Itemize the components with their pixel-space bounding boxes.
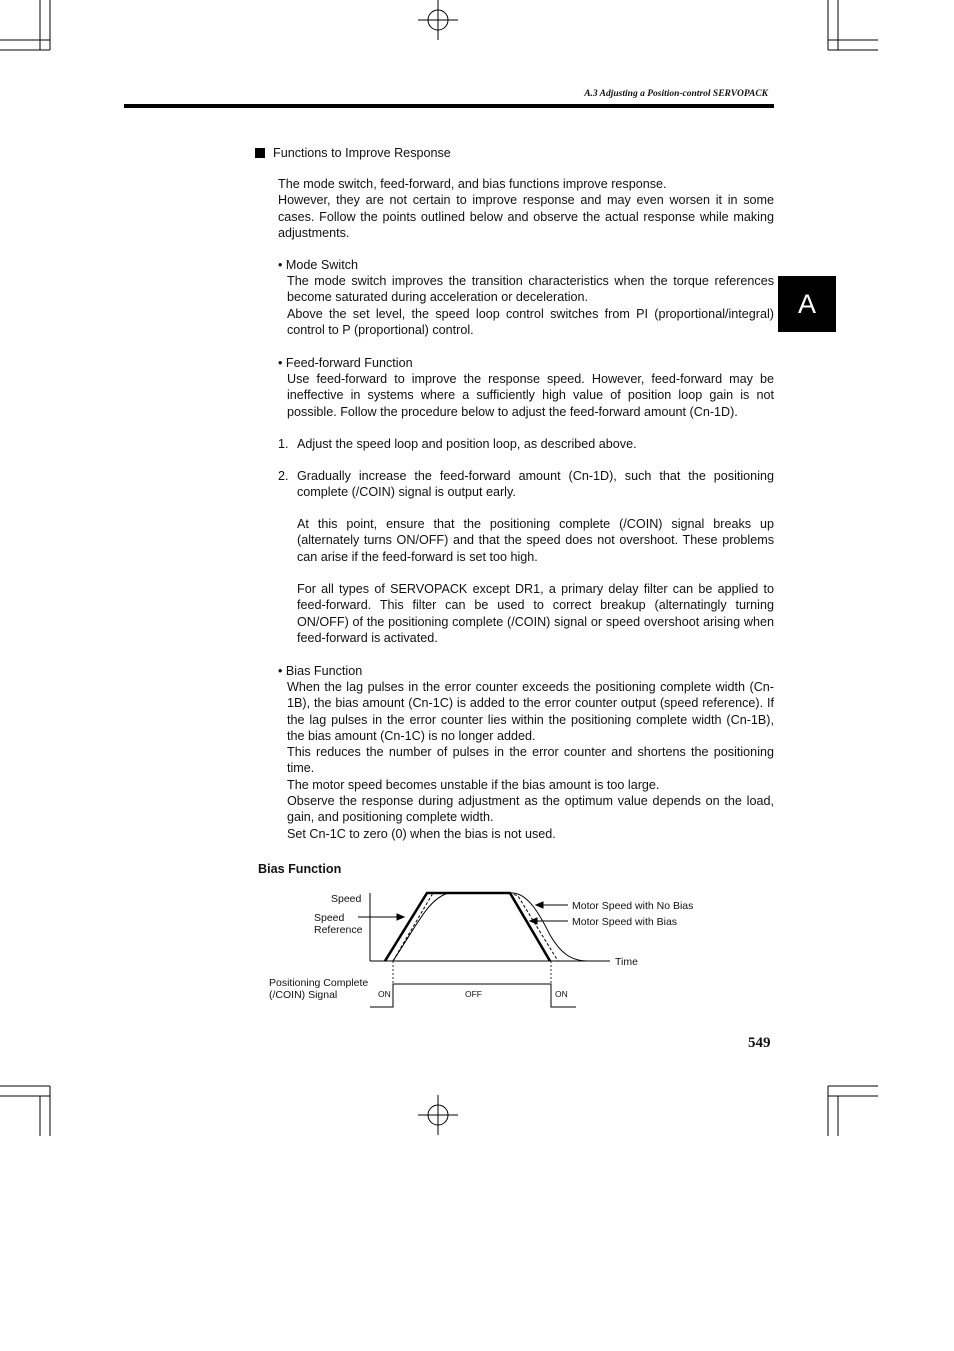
label-coin-2: (/COIN) Signal bbox=[269, 989, 338, 1001]
page-number: 549 bbox=[748, 1035, 771, 1051]
bias-line-2: This reduces the number of pulses in the error counter and shortens the positioning time. bbox=[287, 745, 774, 776]
speed-reference-curve bbox=[385, 893, 550, 961]
figure-title: Bias Function bbox=[258, 862, 342, 876]
arrow-icon bbox=[397, 914, 404, 920]
bias-line-1: When the lag pulses in the error counter exceeds the positioning complete width (Cn-1B), the bias amount (Cn-1C) is added to the error counter output (speed reference). If the lag pulses in the error counter lies within the positioning complete width (Cn-1B), the bias amount (Cn-1C) is no longer added. bbox=[287, 680, 774, 743]
mode-switch-line-1: The mode switch improves the transition characteristics when the torque references become saturated during acceleration or deceleration. bbox=[287, 274, 774, 305]
arrow-icon bbox=[536, 902, 543, 908]
arrow-icon bbox=[530, 918, 537, 924]
bias-line-3: The motor speed becomes unstable if the bias amount is too large. bbox=[287, 777, 660, 792]
bias-line-4: Observe the response during adjustment as the optimum value depends on the load, gain, and positioning complete width. bbox=[287, 794, 774, 825]
label-no-bias: Motor Speed with No Bias bbox=[572, 900, 694, 912]
feed-forward-title: • Feed-forward Function bbox=[278, 356, 413, 370]
mode-switch-title: • Mode Switch bbox=[278, 258, 359, 272]
step-2-text: Gradually increase the feed-forward amount (Cn-1D), such that the positioning complete (/COIN) signal is output early. bbox=[297, 469, 774, 500]
label-time: Time bbox=[615, 956, 638, 968]
running-title: A.3 Adjusting a Position-control SERVOPACK bbox=[584, 89, 768, 99]
step-2-note-1: At this point, ensure that the positioning complete (/COIN) signal breaks up (alternately turns ON/OFF) and that the speed does not overshoot. These problems can arise if the feed-forward is set too high. bbox=[297, 517, 774, 564]
step-1-text: Adjust the speed loop and position loop, as described above. bbox=[297, 437, 637, 451]
intro-line-1: The mode switch, feed-forward, and bias functions improve response. bbox=[278, 177, 667, 191]
step-2-note-2: For all types of SERVOPACK except DR1, a primary delay filter can be applied to feed-forward. This filter can be used to correct breakup (alternatingly turning ON/OFF) of the positioning complete (/COIN) signal or speed overshoot arising when feed-forward is activated. bbox=[297, 582, 774, 645]
motor-speed-with-bias-curve bbox=[393, 893, 558, 961]
section-title: Functions to Improve Response bbox=[273, 146, 451, 160]
label-speed-reference-1: Speed bbox=[314, 912, 345, 924]
bias-title: • Bias Function bbox=[278, 664, 363, 678]
label-speed-reference-2: Reference bbox=[314, 924, 363, 936]
feed-forward-body: Use feed-forward to improve the response speed. However, feed-forward may be ineffective in systems where a sufficiently high value of position loop gain is not possible. Follow the procedure below to adjust the feed-forward amount (Cn-1D). bbox=[287, 372, 774, 419]
bias-line-5: Set Cn-1C to zero (0) when the bias is not used. bbox=[287, 826, 556, 841]
label-on-left: ON bbox=[378, 989, 391, 999]
step-1-number: 1. bbox=[278, 437, 289, 451]
label-on-right: ON bbox=[555, 989, 568, 999]
mode-switch-line-2: Above the set level, the speed loop control switches from PI (proportional/integral) control to P (proportional) control. bbox=[287, 306, 774, 337]
label-with-bias: Motor Speed with Bias bbox=[572, 916, 678, 928]
label-speed: Speed bbox=[331, 893, 362, 905]
label-off: OFF bbox=[465, 989, 482, 999]
motor-speed-no-bias-curve bbox=[393, 893, 588, 961]
intro-line-2: However, they are not certain to improve response and may even worsen it in some cases. Follow the points outlined below and observe the actual response while making adjustments. bbox=[278, 193, 774, 240]
label-coin-1: Positioning Complete bbox=[269, 977, 369, 989]
step-2-number: 2. bbox=[278, 469, 289, 483]
appendix-tab: A bbox=[778, 276, 836, 332]
